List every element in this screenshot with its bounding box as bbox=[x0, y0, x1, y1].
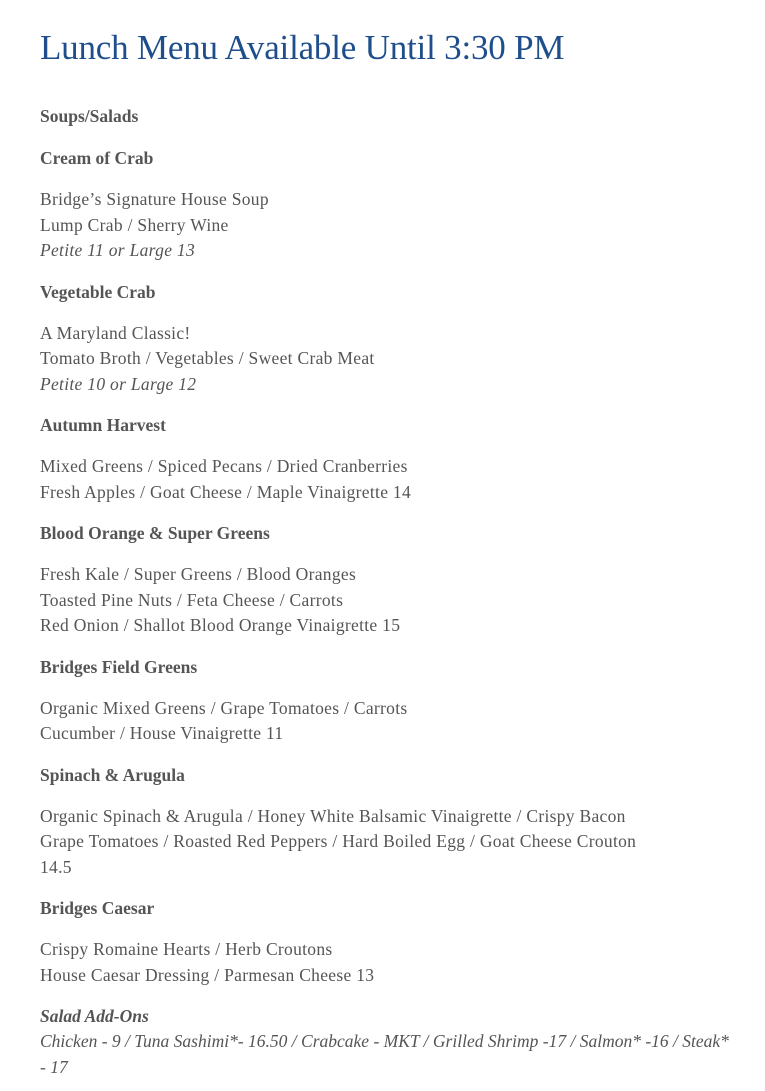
menu-item-description-line: Red Onion / Shallot Blood Orange Vinaigrette 15 bbox=[40, 615, 401, 635]
menu-item-description-line: Mixed Greens / Spiced Pecans / Dried Cranberries bbox=[40, 456, 408, 476]
menu-item-description-line: Crispy Romaine Hearts / Herb Croutons bbox=[40, 939, 333, 959]
menu-item-description-line: House Caesar Dressing / Parmesan Cheese 13 bbox=[40, 964, 375, 985]
menu-item-description bbox=[40, 454, 725, 505]
menu-item-description-line: Fresh Kale / Super Greens / Blood Oranges bbox=[40, 564, 357, 584]
menu-item-description bbox=[40, 562, 725, 639]
menu-item-description-line: Grape Tomatoes / Roasted Red Peppers / Hard Boiled Egg / Goat Cheese Crouton bbox=[40, 831, 637, 851]
menu-item-name: Bridges Field Greens bbox=[40, 656, 198, 677]
menu-item-description bbox=[40, 804, 725, 881]
menu-item-description bbox=[40, 696, 725, 747]
menu-item-name: Bridges Caesar bbox=[40, 898, 155, 918]
menu-item-description bbox=[40, 321, 725, 398]
menu-item-description-line: 14.5 bbox=[40, 856, 72, 877]
menu-item-description-line: Organic Mixed Greens / Grape Tomatoes / Carrots bbox=[40, 697, 408, 718]
menu-item-description-line: Fresh Apples / Goat Cheese / Maple Vinaigrette 14 bbox=[40, 481, 412, 502]
menu-item-price-line: Petite 11 or Large 13 bbox=[40, 240, 196, 260]
menu-item-description-line: Lump Crab / Sherry Wine bbox=[40, 214, 229, 235]
menu-item-name: Cream of Crab bbox=[40, 148, 154, 168]
menu-item-price-line: Petite 10 or Large 12 bbox=[40, 373, 197, 394]
menu-item-description-line: Bridge’s Signature House Soup bbox=[40, 189, 269, 209]
salad-addons-text: Chicken - 9 / Tuna Sashimi*- 16.50 / Crabcake - MKT / Grilled Shrimp -17 / Salmon* -16 / Steak* - 17 bbox=[40, 1031, 729, 1077]
menu-item-name: Vegetable Crab bbox=[40, 281, 156, 302]
menu-item-description bbox=[40, 187, 725, 264]
menu-item-name: Autumn Harvest bbox=[40, 415, 166, 435]
menu-items-list bbox=[40, 146, 725, 988]
salad-addons-heading: Salad Add-Ons bbox=[40, 1006, 149, 1026]
section-heading-soups-salads: Soups/Salads bbox=[40, 106, 139, 126]
menu-item-description bbox=[40, 937, 725, 988]
menu-item-description-line: Toasted Pine Nuts / Feta Cheese / Carrots bbox=[40, 589, 344, 610]
menu-item-name: Blood Orange & Super Greens bbox=[40, 523, 270, 543]
page-title: Lunch Menu Available Until 3:30 PM bbox=[40, 28, 565, 67]
menu-item-name: Spinach & Arugula bbox=[40, 764, 185, 785]
menu-item-description-line: Organic Spinach & Arugula / Honey White Balsamic Vinaigrette / Crispy Bacon bbox=[40, 805, 626, 826]
menu-item-description-line: A Maryland Classic! bbox=[40, 322, 191, 343]
menu-item-description-line: Tomato Broth / Vegetables / Sweet Crab Meat bbox=[40, 348, 375, 368]
menu-item-description-line: Cucumber / House Vinaigrette 11 bbox=[40, 723, 284, 743]
